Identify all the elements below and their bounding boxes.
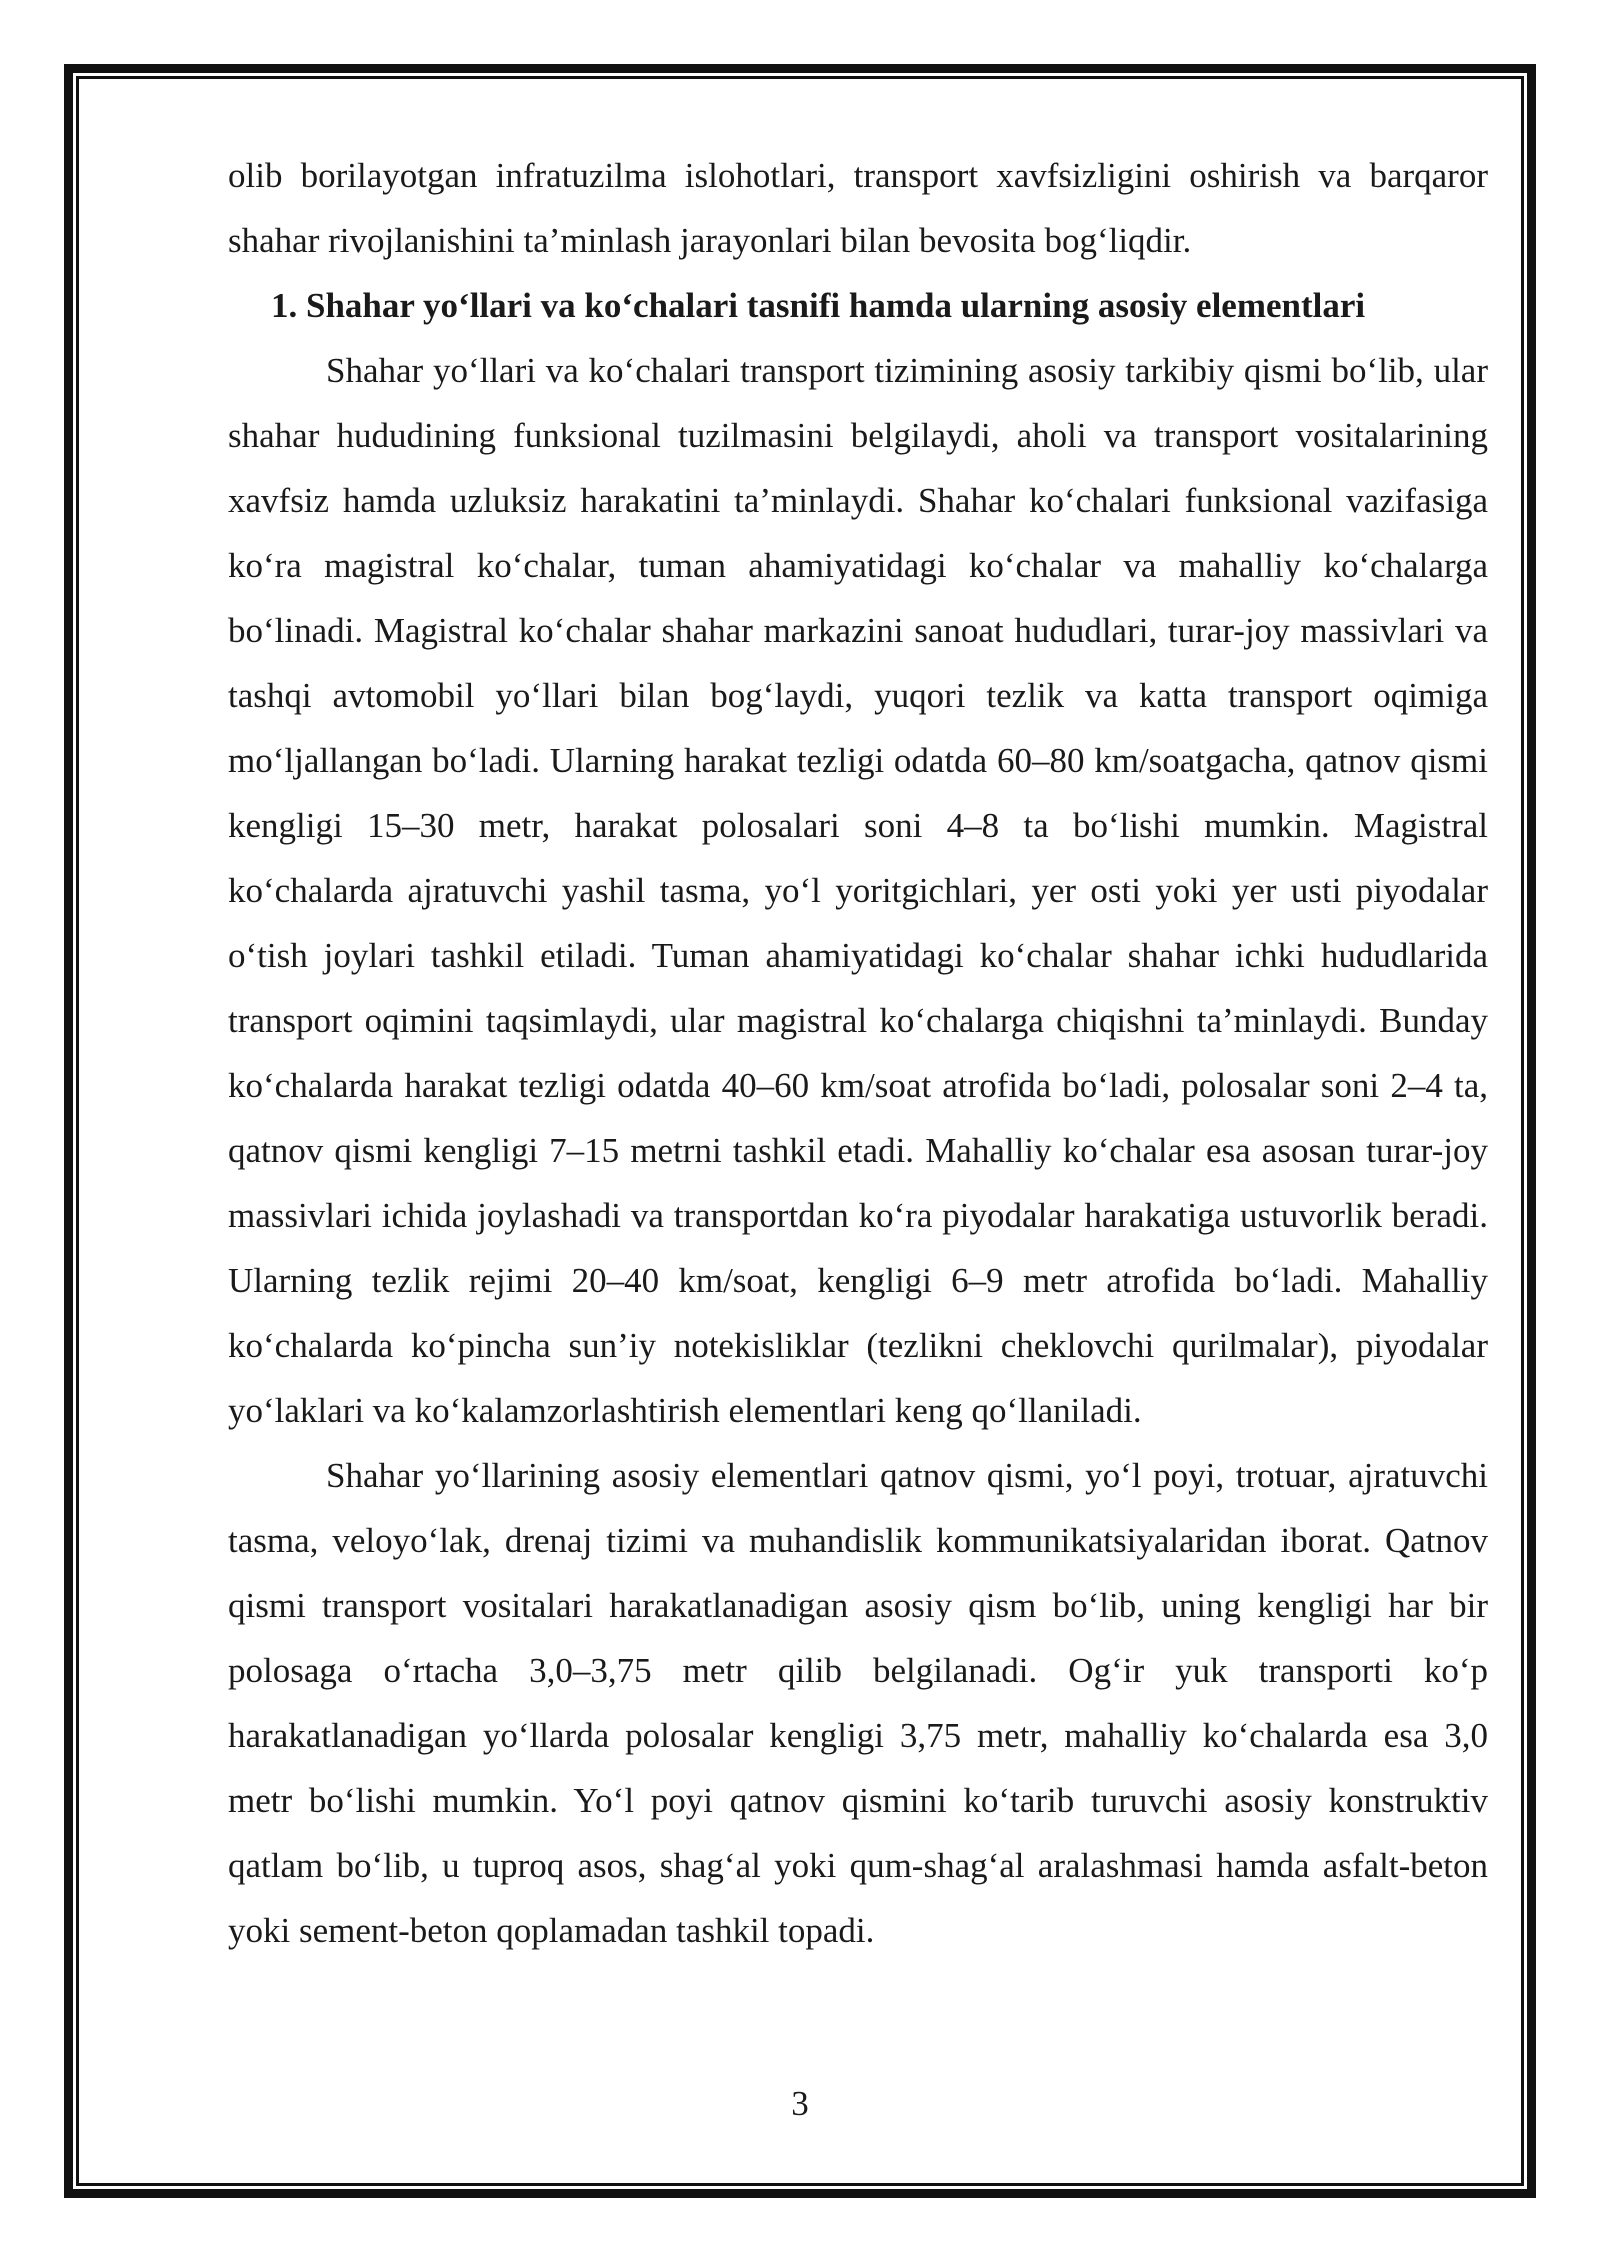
- body-paragraph-2: Shahar yo‘llarining asosiy elementlari qatnov qismi, yo‘l poyi, trotuar, ajratuvchi tasma, veloyo‘lak, drenaj tizimi va muhandislik kommunikatsiyalaridan iborat. Qatnov qismi transport vositalari harakatlanadigan asosiy qism bo‘lib, uning kengligi har bir polosaga o‘rtacha 3,0–3,75 metr qilib belgilanadi. Og‘ir yuk transporti ko‘p harakatlanadigan yo‘llarda polosalar kengligi 3,75 metr, mahalliy ko‘chalarda esa 3,0 metr bo‘lishi mumkin. Yo‘l poyi qatnov qismini ko‘tarib turuvchi asosiy konstruktiv qatlam bo‘lib, u tuproq asos, shag‘al yoki qum-shag‘al aralashmasi hamda asfalt-beton yoki sement-beton qoplamadan tashkil topadi.: [228, 1456, 1488, 1950]
- section-heading: 1. Shahar yo‘llari va ko‘chalari tasnifi hamda ularning asosiy elementlari: [271, 286, 1366, 325]
- page-number: 3: [791, 2084, 809, 2123]
- document-body: [228, 143, 1488, 1963]
- intro-paragraph-tail: olib borilayotgan infratuzilma islohotlari, transport xavfsizligini oshirish va barqaror shahar rivojlanishini ta’minlash jarayonlari bilan bevosita bog‘liqdir.: [228, 156, 1488, 260]
- body-paragraph-1: Shahar yo‘llari va ko‘chalari transport tizimining asosiy tarkibiy qismi bo‘lib, ular shahar hududining funksional tuzilmasini belgilaydi, aholi va transport vositalarining xavfsiz hamda uzluksiz harakatini ta’minlaydi. Shahar ko‘chalari funksional vazifasiga ko‘ra magistral ko‘chalar, tuman ahamiyatidagi ko‘chalar va mahalliy ko‘chalarga bo‘linadi. Magistral ko‘chalar shahar markazini sanoat hududlari, turar-joy massivlari va tashqi avtomobil yo‘llari bilan bog‘laydi, yuqori tezlik va katta transport oqimiga mo‘ljallangan bo‘ladi. Ularning harakat tezligi odatda 60–80 km/soatgacha, qatnov qismi kengligi 15–30 metr, harakat polosalari soni 4–8 ta bo‘lishi mumkin. Magistral ko‘chalarda ajratuvchi yashil tasma, yo‘l yoritgichlari, yer osti yoki yer usti piyodalar o‘tish joylari tashkil etiladi. Tuman ahamiyatidagi ko‘chalar shahar ichki hududlarida transport oqimini taqsimlaydi, ular magistral ko‘chalarga chiqishni ta’minlaydi. Bunday ko‘chalarda harakat tezligi odatda 40–60 km/soat atrofida bo‘ladi, polosalar soni 2–4 ta, qatnov qismi kengligi 7–15 metrni tashkil etadi. Mahalliy ko‘chalar esa asosan turar-joy massivlari ichida joylashadi va transportdan ko‘ra piyodalar harakatiga ustuvorlik beradi. Ularning tezlik rejimi 20–40 km/soat, kengligi 6–9 metr atrofida bo‘ladi. Mahalliy ko‘chalarda ko‘pincha sun’iy notekisliklar (tezlikni cheklovchi qurilmalar), piyodalar yo‘laklari va ko‘kalamzorlashtirish elementlari keng qo‘llaniladi.: [228, 351, 1488, 1430]
